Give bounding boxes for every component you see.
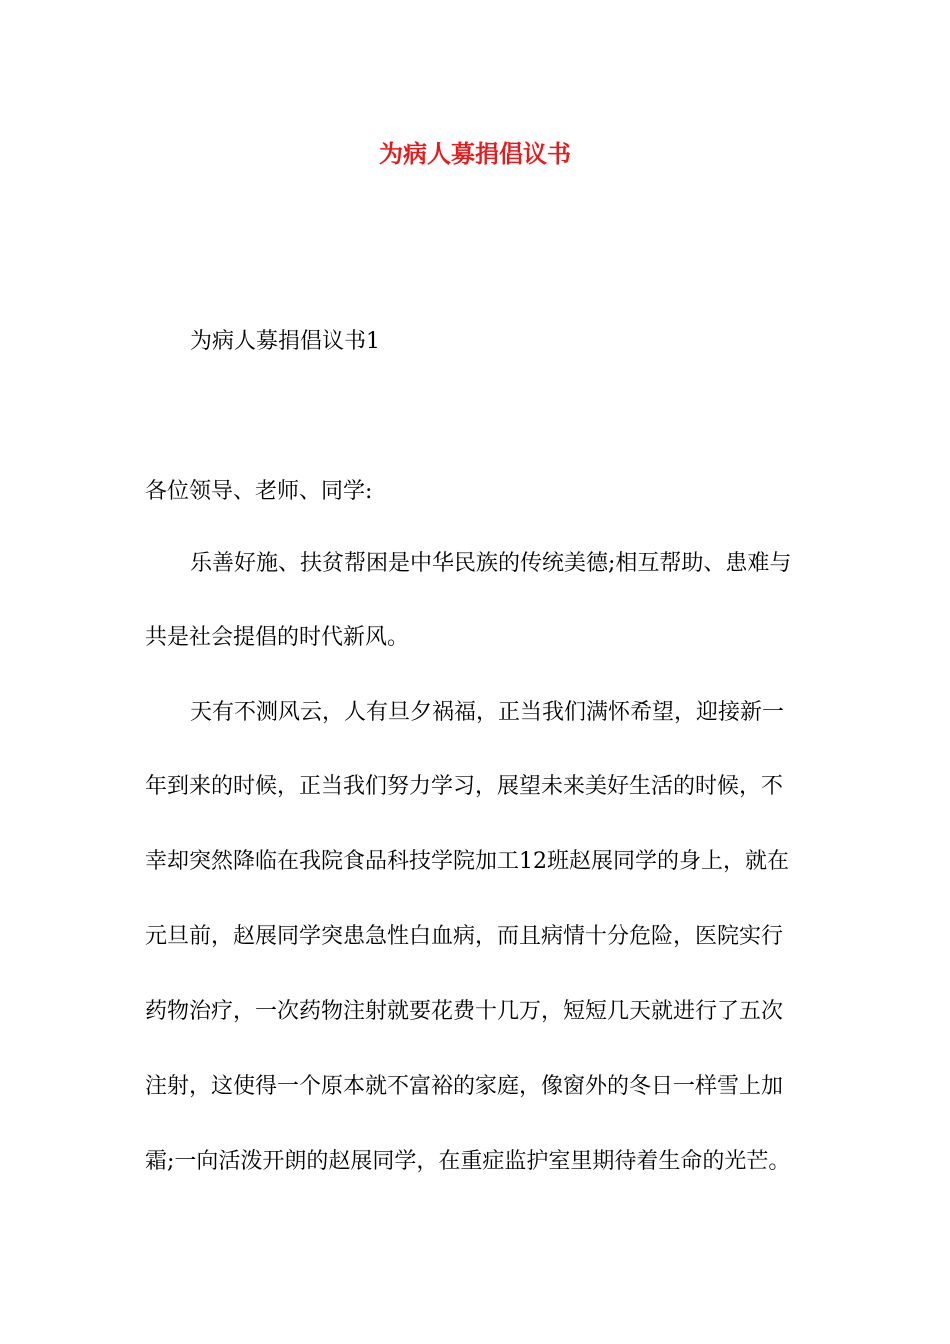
section-heading: 为病人募捐倡议书1 [190,329,380,354]
paragraph-line: 注射，这使得一个原本就不富裕的家庭，像窗外的冬日一样雪上加 [145,1074,784,1099]
paragraph-line: 霜;一向活泼开朗的赵展同学，在重症监护室里期待着生命的光芒。 [145,1149,791,1174]
paragraph-line: 天有不测风云，人有旦夕祸福，正当我们满怀希望，迎接新一 [190,700,785,725]
paragraph-line: 年到来的时候，正当我们努力学习，展望未来美好生活的时候，不 [145,774,784,799]
paragraph-line: 元旦前，赵展同学突患急性白血病，而且病情十分危险，医院实行 [145,924,784,949]
document-title: 为病人募捐倡议书 [379,140,571,168]
paragraph-line: 药物治疗，一次药物注射就要花费十几万，短短几天就进行了五次 [145,999,784,1024]
paragraph-line: 乐善好施、扶贫帮困是中华民族的传统美德;相互帮助、患难与 [190,551,792,576]
paragraph-line: 共是社会提倡的时代新风。 [145,625,410,650]
salutation: 各位领导、老师、同学: [145,479,373,504]
paragraph-line: 幸却突然降临在我院食品科技学院加工12班赵展同学的身上，就在 [145,849,789,874]
